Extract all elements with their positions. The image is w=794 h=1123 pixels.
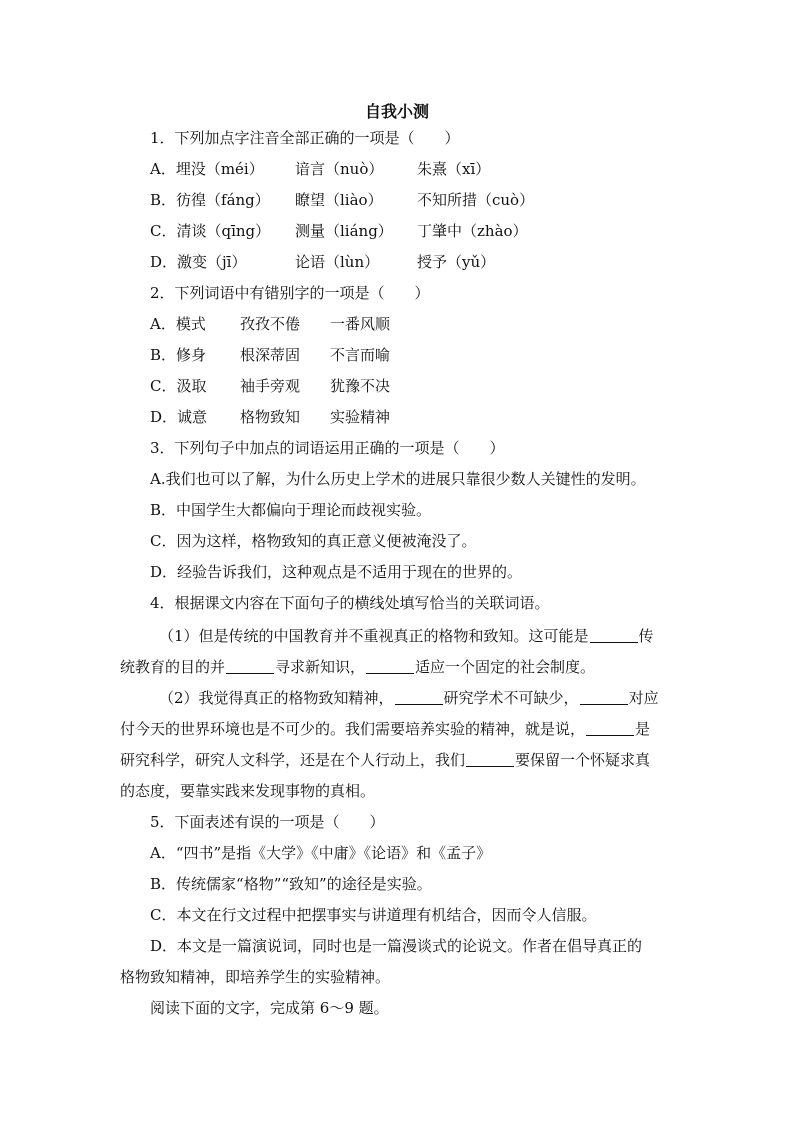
option-part: D．诚意 bbox=[150, 408, 208, 426]
text-fragment: 传 bbox=[638, 627, 654, 645]
text-fragment: 付今天的世界环境也是不可少的。我们需要培养实验的精神，就是说， bbox=[120, 720, 586, 738]
text-fragment: 研究科学，研究人文科学，还是在个人行动上，我们 bbox=[120, 751, 466, 769]
question-5-option-a: A．“四书”是指《大学》《中庸》《论语》和《孟子》 bbox=[150, 844, 492, 862]
option-part: 谙言（nuò） bbox=[295, 160, 384, 178]
question-1-option-b bbox=[150, 188, 534, 212]
question-3-option-a: A.我们也可以了解，为什么历史上学术的进展只靠很少数人关键性的发明。 bbox=[150, 470, 646, 488]
fill-blank[interactable] bbox=[580, 688, 628, 705]
question-3-stem: 3．下列句子中加点的词语运用正确的一项是（ ） bbox=[150, 439, 505, 457]
fill-blank[interactable] bbox=[226, 657, 274, 674]
page-title: 自我小测 bbox=[364, 102, 429, 121]
option-part: B．修身 bbox=[150, 346, 207, 364]
option-part: 格物致知 bbox=[240, 408, 301, 426]
question-2-option-a bbox=[150, 312, 390, 336]
question-4-para1-line1 bbox=[159, 624, 654, 648]
question-5-option-d: D．本文是一篇演说词，同时也是一篇漫谈式的论说文。作者在倡导真正的 bbox=[150, 937, 643, 955]
fill-blank[interactable] bbox=[366, 657, 414, 674]
fill-blank[interactable] bbox=[586, 719, 634, 736]
option-part: 不言而喻 bbox=[330, 346, 391, 364]
question-1-option-c bbox=[150, 219, 528, 243]
text-fragment: （1）但是传统的中国教育并不重视真正的格物和致知。这可能是 bbox=[159, 627, 589, 645]
option-part: A．模式 bbox=[150, 315, 206, 333]
option-part: A．埋没（méi） bbox=[150, 160, 264, 178]
question-5-option-c: C．本文在行文过程中把摆事实与讲道理有机结合，因而令人信服。 bbox=[150, 906, 597, 924]
text-fragment: 要保留一个怀疑求真 bbox=[515, 751, 651, 769]
question-4-para2-line2 bbox=[120, 717, 650, 741]
option-part: 瞭望（liào） bbox=[295, 191, 383, 209]
question-1-option-d bbox=[150, 250, 495, 274]
text-fragment: 研究学术不可缺少， bbox=[443, 689, 579, 707]
option-part: 不知所措（cuò） bbox=[417, 191, 535, 209]
fill-blank[interactable] bbox=[395, 688, 443, 705]
option-part: 孜孜不倦 bbox=[240, 315, 301, 333]
question-4-para1-line2 bbox=[120, 655, 595, 679]
text-fragment: 是 bbox=[635, 720, 651, 738]
option-part: 授予（yǔ） bbox=[417, 253, 496, 271]
option-part: B．彷徨（fáng） bbox=[150, 191, 270, 209]
text-fragment: 对应 bbox=[628, 689, 659, 707]
question-2-option-d bbox=[150, 405, 390, 429]
option-part: D．激变（jī） bbox=[150, 253, 247, 271]
option-part: C．汲取 bbox=[150, 377, 207, 395]
fill-blank[interactable] bbox=[590, 626, 638, 643]
option-part: 丁肇中（zhào） bbox=[417, 222, 528, 240]
question-3-option-c: C．因为这样，格物致知的真正意义便被淹没了。 bbox=[150, 532, 477, 550]
option-part: 测量（liáng） bbox=[295, 222, 393, 240]
option-part: 犹豫不决 bbox=[330, 377, 391, 395]
question-5-stem: 5．下面表述有误的一项是（ ） bbox=[150, 813, 385, 831]
question-4-stem: 4．根据课文内容在下面句子的横线处填写恰当的关联词语。 bbox=[150, 594, 550, 612]
question-4-para2-line4: 的态度，要靠实践来发现事物的真相。 bbox=[120, 782, 376, 800]
text-fragment: 统教育的目的并 bbox=[120, 658, 226, 676]
question-1-stem: 1．下列加点字注音全部正确的一项是（ ） bbox=[150, 129, 460, 147]
question-2-option-c bbox=[150, 374, 390, 398]
text-fragment: 适应一个固定的社会制度。 bbox=[415, 658, 596, 676]
option-part: 袖手旁观 bbox=[240, 377, 301, 395]
question-5-option-d-continued: 格物致知精神，即培养学生的实验精神。 bbox=[120, 968, 391, 986]
question-2-option-b bbox=[150, 343, 390, 367]
option-part: 论语（lùn） bbox=[295, 253, 380, 271]
reading-instruction: 阅读下面的文字，完成第 6～9 题。 bbox=[150, 999, 389, 1017]
fill-blank[interactable] bbox=[466, 750, 514, 767]
option-part: 实验精神 bbox=[330, 408, 391, 426]
question-3-option-b: B．中国学生大都偏向于理论而歧视实验。 bbox=[150, 501, 432, 519]
question-3-option-d: D．经验告诉我们，这种观点是不适用于现在的世界的。 bbox=[150, 563, 523, 581]
option-part: C．清谈（qīng） bbox=[150, 222, 271, 240]
question-4-para2-line1 bbox=[159, 686, 659, 710]
option-part: 朱熹（xī） bbox=[417, 160, 491, 178]
option-part: 一番风顺 bbox=[330, 315, 391, 333]
question-5-option-b: B．传统儒家“格物”“致知”的途径是实验。 bbox=[150, 875, 432, 893]
question-4-para2-line3 bbox=[120, 748, 650, 772]
question-2-stem: 2．下列词语中有错别字的一项是（ ） bbox=[150, 284, 430, 302]
option-part: 根深蒂固 bbox=[240, 346, 301, 364]
question-1-option-a bbox=[150, 157, 490, 181]
text-fragment: （2）我觉得真正的格物致知精神， bbox=[159, 689, 394, 707]
text-fragment: 寻求新知识， bbox=[275, 658, 366, 676]
